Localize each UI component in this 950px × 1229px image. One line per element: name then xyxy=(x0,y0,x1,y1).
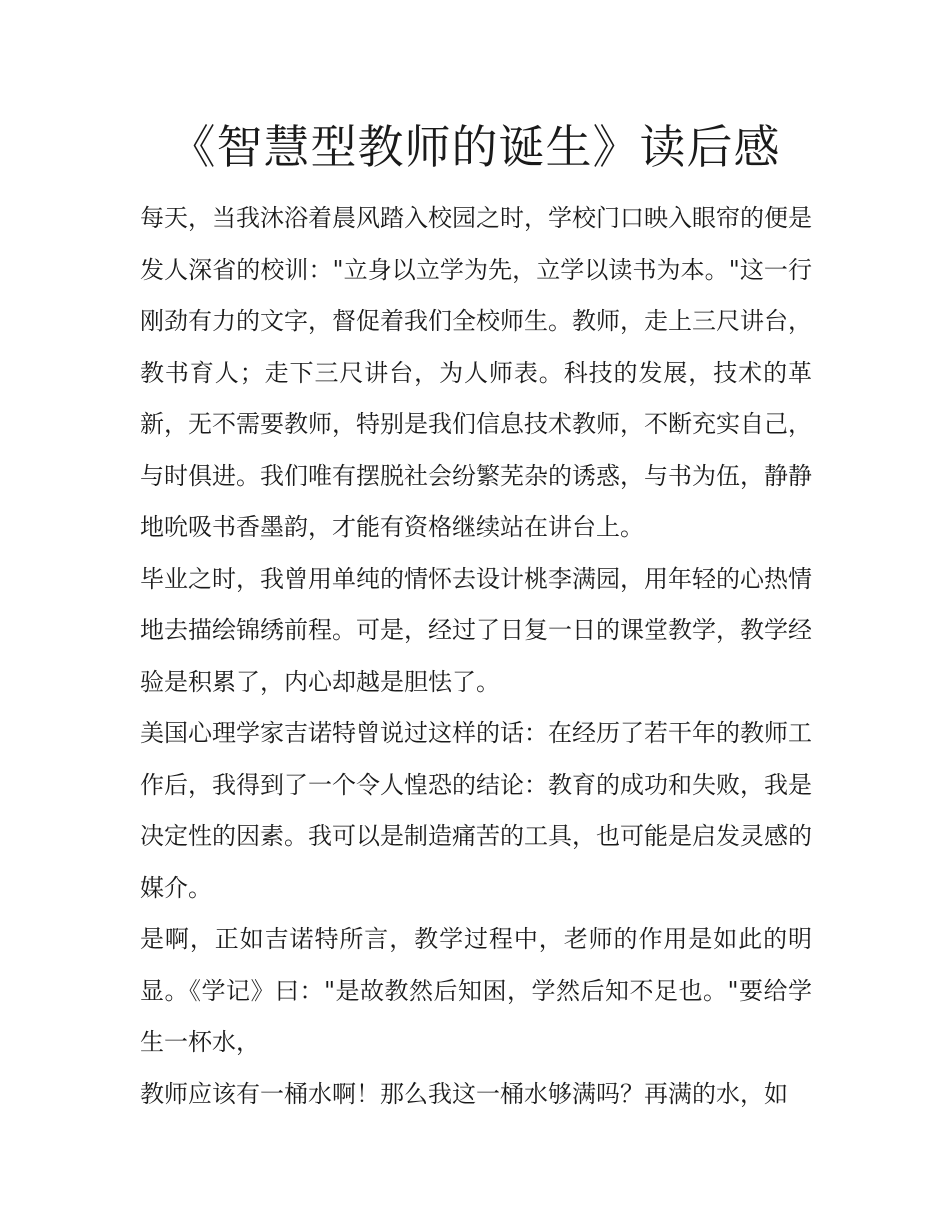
paragraph-1: 每天，当我沐浴着晨风踏入校园之时，学校门口映入眼帘的便是发人深省的校训："立身以立学为先，立学以读书为本。"这一行刚劲有力的文字，督促着我们全校师生。教师，走上三尺讲台，教书育人；走下三尺讲台，为人师表。科技的发展，技术的革新，无不需要教师，特别是我们信息技术教师，不断充实自己，与时俱进。我们唯有摆脱社会纷繁芜杂的诱惑，与书为伍，静静地吮吸书香墨韵，才能有资格继续站在讲台上。 xyxy=(140,204,812,541)
document-body xyxy=(140,193,812,1120)
document-title: 《智慧型教师的诞生》读后感 xyxy=(169,120,781,174)
paragraph-5: 教师应该有一桶水啊！那么我这一桶水够满吗？再满的水，如 xyxy=(140,1079,788,1108)
paragraph-4: 是啊，正如吉诺特所言，教学过程中，老师的作用是如此的明显。《学记》曰："是故教然后知困，学然后知不足也。"要给学生一杯水， xyxy=(140,925,812,1056)
paragraph-3: 美国心理学家吉诺特曾说过这样的话：在经历了若干年的教师工作后，我得到了一个令人惶恐的结论：教育的成功和失败，我是决定性的因素。我可以是制造痛苦的工具，也可能是启发灵感的媒介。 xyxy=(140,719,812,902)
paragraph-2: 毕业之时，我曾用单纯的情怀去设计桃李满园，用年轻的心热情地去描绘锦绣前程。可是，经过了日复一日的课堂教学，教学经验是积累了，内心却越是胆怯了。 xyxy=(140,564,812,696)
